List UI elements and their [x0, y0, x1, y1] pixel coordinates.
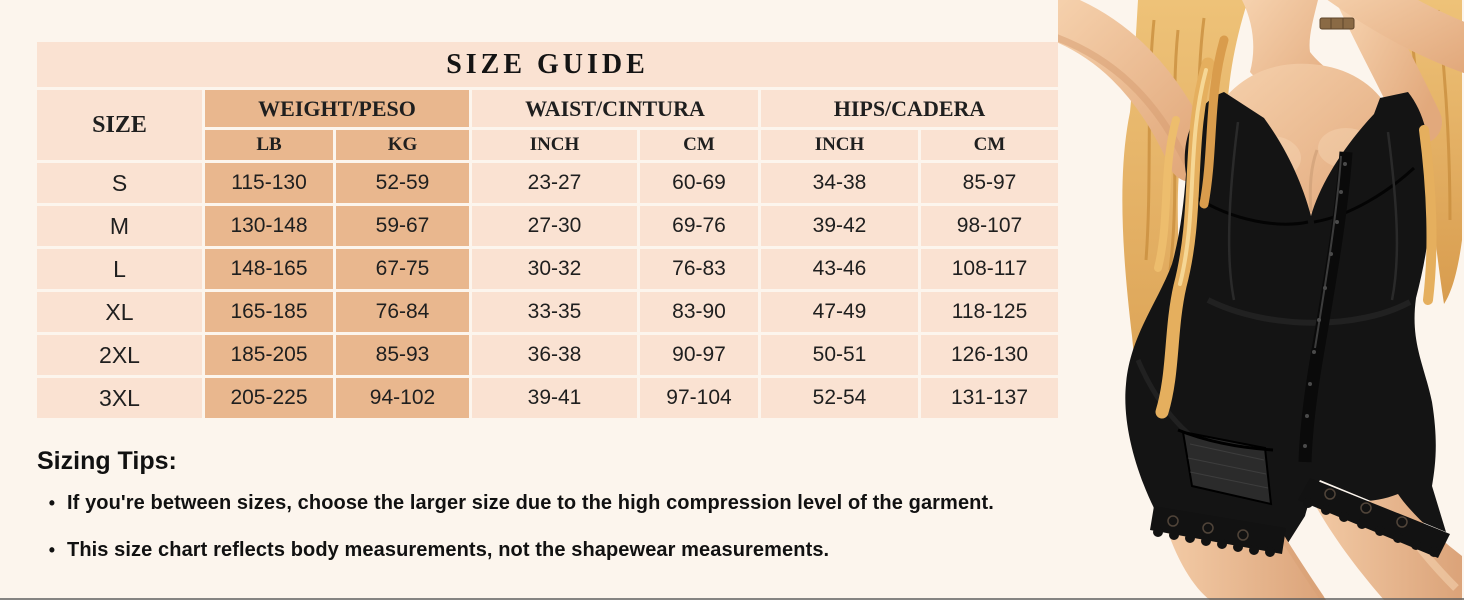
sizing-tips-list	[37, 492, 994, 562]
table-cell-weight-kg: 59-67	[336, 206, 469, 246]
table-cell-weight-kg: 67-75	[336, 249, 469, 289]
table-cell-waist-inch: 39-41	[472, 378, 637, 418]
table-cell-waist-cm: 97-104	[640, 378, 758, 418]
table-cell-hips-cm: 131-137	[921, 378, 1058, 418]
table-cell-weight-lb: 130-148	[205, 206, 333, 246]
table-cell-waist-cm: 76-83	[640, 249, 758, 289]
table-cell-size: M	[37, 206, 202, 246]
table-cell-weight-lb: 205-225	[205, 378, 333, 418]
table-cell-weight-kg: 85-93	[336, 335, 469, 375]
table-cell-hips-inch: 50-51	[761, 335, 918, 375]
table-cell-hips-inch: 43-46	[761, 249, 918, 289]
table-cell-waist-cm: 60-69	[640, 163, 758, 203]
column-header-waist: WAIST/CINTURA	[472, 90, 758, 127]
table-cell-waist-cm: 83-90	[640, 292, 758, 332]
strap-clasp	[1320, 18, 1354, 29]
table-cell-hips-cm: 85-97	[921, 163, 1058, 203]
table-cell-waist-cm: 90-97	[640, 335, 758, 375]
table-cell-weight-kg: 76-84	[336, 292, 469, 332]
subheader-hips-inch: INCH	[761, 130, 918, 160]
bullet-icon: •	[48, 493, 56, 513]
table-cell-weight-lb: 185-205	[205, 335, 333, 375]
table-cell-waist-cm: 69-76	[640, 206, 758, 246]
column-header-weight: WEIGHT/PESO	[205, 90, 469, 127]
table-cell-weight-kg: 94-102	[336, 378, 469, 418]
table-cell-hips-inch: 52-54	[761, 378, 918, 418]
subheader-kg: KG	[336, 130, 469, 160]
table-cell-size: 3XL	[37, 378, 202, 418]
subheader-hips-cm: CM	[921, 130, 1058, 160]
table-cell-hips-cm: 126-130	[921, 335, 1058, 375]
model-photo-illustration	[1058, 0, 1464, 600]
table-cell-weight-lb: 148-165	[205, 249, 333, 289]
table-cell-waist-inch: 23-27	[472, 163, 637, 203]
column-header-hips: HIPS/CADERA	[761, 90, 1058, 127]
sizing-tip-text: This size chart reflects body measurements, not the shapewear measurements.	[67, 539, 830, 561]
table-cell-size: XL	[37, 292, 202, 332]
table-cell-weight-kg: 52-59	[336, 163, 469, 203]
table-cell-weight-lb: 165-185	[205, 292, 333, 332]
sizing-tip-text: If you're between sizes, choose the larger size due to the high compression level of the garment.	[67, 492, 994, 514]
table-cell-weight-lb: 115-130	[205, 163, 333, 203]
table-cell-waist-inch: 30-32	[472, 249, 637, 289]
subheader-lb: LB	[205, 130, 333, 160]
table-cell-size: 2XL	[37, 335, 202, 375]
table-cell-hips-cm: 108-117	[921, 249, 1058, 289]
table-cell-hips-cm: 98-107	[921, 206, 1058, 246]
subheader-waist-cm: CM	[640, 130, 758, 160]
table-cell-hips-inch: 34-38	[761, 163, 918, 203]
table-cell-waist-inch: 36-38	[472, 335, 637, 375]
table-cell-hips-cm: 118-125	[921, 292, 1058, 332]
sizing-tips-heading: Sizing Tips:	[37, 447, 177, 475]
table-cell-hips-inch: 47-49	[761, 292, 918, 332]
column-header-size: SIZE	[37, 90, 202, 160]
page-title: SIZE GUIDE	[37, 42, 1058, 87]
table-cell-waist-inch: 33-35	[472, 292, 637, 332]
table-cell-size: S	[37, 163, 202, 203]
size-guide-table	[37, 42, 1058, 418]
table-cell-size: L	[37, 249, 202, 289]
subheader-waist-inch: INCH	[472, 130, 637, 160]
sizing-tip-item	[37, 539, 994, 562]
sizing-tips-section	[37, 447, 994, 586]
sizing-tip-item	[37, 492, 994, 515]
bullet-icon: •	[48, 540, 56, 560]
model-photo	[1058, 0, 1464, 600]
table-cell-hips-inch: 39-42	[761, 206, 918, 246]
table-cell-waist-inch: 27-30	[472, 206, 637, 246]
